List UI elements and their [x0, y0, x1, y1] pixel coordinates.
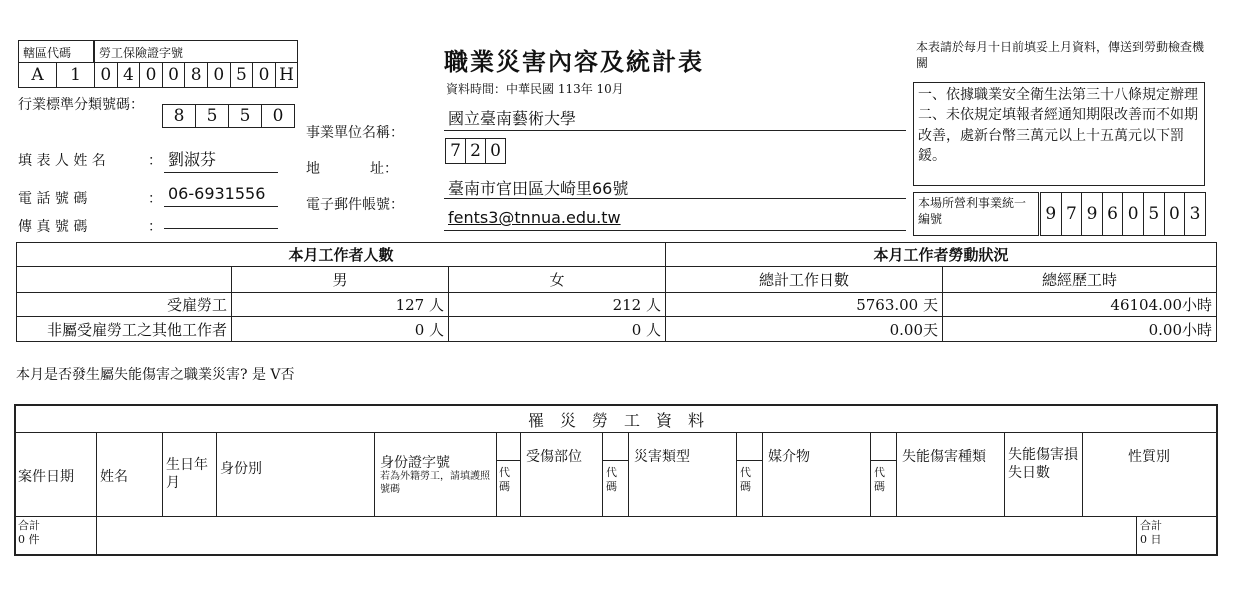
col-sep — [736, 432, 737, 516]
col-nature: 性質別 — [1128, 449, 1170, 465]
phone-underline — [164, 206, 278, 207]
col-type: 災害類型 — [634, 449, 690, 465]
industry-code-char: 8 — [162, 104, 196, 128]
col-sep — [1082, 432, 1083, 516]
injury-table-title: 罹 災 勞 工 資 料 — [527, 411, 704, 430]
male-header: 男 — [231, 266, 449, 293]
insurance-char: 0 — [207, 62, 231, 88]
col-sep — [896, 432, 897, 516]
row2-male: 0 人 — [231, 316, 449, 342]
row1-days: 5763.00 天 — [665, 292, 943, 317]
email-value: fents3@tnnua.edu.tw — [448, 208, 621, 227]
address-label-left: 地 — [306, 161, 320, 177]
filler-name-value: 劉淑芬 — [168, 150, 217, 169]
code-label-type: 代碼 — [606, 466, 617, 494]
col-disab: 失能傷害種類 — [902, 449, 986, 465]
code-label-part: 代碼 — [499, 466, 510, 494]
postal-code-char: 0 — [485, 138, 506, 164]
insurance-char: 8 — [184, 62, 208, 88]
industry-code-char: 5 — [195, 104, 229, 128]
col-medium: 媒介物 — [768, 449, 810, 465]
filler-name-label: 填 表 人 姓 名 — [18, 153, 106, 169]
notice-box — [913, 82, 1205, 186]
insurance-char: 5 — [230, 62, 254, 88]
tax-id-char: 9 — [1081, 192, 1103, 236]
region-code-char: 1 — [56, 62, 95, 88]
address-value: 臺南市官田區大崎里66號 — [448, 179, 629, 198]
insurance-label: 勞工保險證字號 — [99, 46, 184, 60]
col-part: 受傷部位 — [526, 449, 582, 465]
tax-label-box — [913, 192, 1039, 236]
insurance-char: 4 — [117, 62, 141, 88]
row1-label: 受雇勞工 — [16, 292, 232, 317]
total-hours-header: 總經歷工時 — [942, 266, 1217, 293]
col-sep — [870, 432, 871, 516]
tax-id-char: 6 — [1102, 192, 1124, 236]
tax-id-char: 0 — [1122, 192, 1144, 236]
tax-id-char: 0 — [1164, 192, 1186, 236]
insurance-char: 0 — [162, 62, 186, 88]
fax-label: 傳 真 號 碼 — [18, 219, 88, 235]
insurance-char: 0 — [252, 62, 276, 88]
insurance-label-box — [94, 40, 298, 63]
region-code-label-box — [18, 40, 94, 63]
tax-id-char: 5 — [1143, 192, 1165, 236]
col-birth: 生日年月 — [166, 457, 208, 492]
row2-hours: 0.00小時 — [942, 316, 1217, 342]
stats-corner — [16, 266, 232, 293]
industry-code-char: 5 — [228, 104, 262, 128]
total-days: 合計 0 日 — [1140, 519, 1162, 547]
col-sep — [496, 432, 497, 516]
email-label: 電子郵件帳號： — [306, 197, 404, 213]
address-label-right: 址： — [370, 161, 398, 177]
code-box-top — [496, 460, 520, 461]
col-sep — [762, 432, 763, 516]
row1-male: 127 人 — [231, 292, 449, 317]
disability-question: 本月是否發生屬失能傷害之職業災害? 是 V否 — [16, 367, 295, 383]
col-sep — [628, 432, 629, 516]
region-code-label: 轄區代碼 — [23, 46, 72, 60]
postal-code-char: 7 — [445, 138, 466, 164]
col-sep — [216, 432, 217, 516]
labor-header: 本月工作者勞動狀況 — [665, 242, 1217, 267]
address-underline — [444, 198, 906, 199]
row2-days: 0.00天 — [665, 316, 943, 342]
industry-code-label: 行業標準分類號碼： — [18, 97, 144, 113]
unit-name-underline — [444, 130, 906, 131]
total-sep-left — [96, 516, 97, 556]
code-box-top — [870, 460, 896, 461]
page-title: 職業災害內容及統計表 — [444, 47, 704, 76]
filler-underline — [164, 172, 278, 173]
email-underline — [444, 230, 906, 231]
industry-code-char: 0 — [261, 104, 295, 128]
col-id: 身份證字號 — [380, 455, 450, 471]
region-code-char: A — [18, 62, 57, 88]
phone-colon: ： — [148, 191, 162, 207]
tax-label: 本場所營利事業統一編號 — [918, 196, 1027, 226]
phone-value: 06-6931556 — [168, 184, 266, 203]
tax-id-char: 7 — [1061, 192, 1083, 236]
col-sep — [602, 432, 603, 516]
code-box-top — [602, 460, 628, 461]
col-name: 姓名 — [100, 469, 128, 485]
col-days: 失能傷害損失日數 — [1008, 447, 1078, 482]
postal-code-char: 2 — [465, 138, 486, 164]
insurance-char: 0 — [94, 62, 118, 88]
fax-colon: ： — [148, 219, 162, 235]
tax-id-char: 3 — [1184, 192, 1206, 236]
female-header: 女 — [448, 266, 666, 293]
col-sep — [96, 432, 97, 516]
unit-name-label: 事業單位名稱： — [306, 125, 404, 141]
tax-id-char: 9 — [1040, 192, 1062, 236]
col-date: 案件日期 — [18, 469, 74, 485]
col-idtype: 身份別 — [220, 461, 262, 477]
insurance-char: 0 — [139, 62, 163, 88]
workers-header: 本月工作者人數 — [16, 242, 666, 267]
filler-colon: ： — [148, 153, 162, 169]
injury-title-divider — [14, 432, 1218, 433]
row2-female: 0 人 — [448, 316, 666, 342]
injury-header-divider — [14, 516, 1218, 517]
total-cases: 合計 0 件 — [18, 519, 40, 547]
col-sep — [1004, 432, 1005, 516]
col-sep — [520, 432, 521, 516]
period-label: 資料時間：中華民國 113年 10月 — [446, 82, 624, 96]
col-id-note: 若為外籍勞工，請填護照號碼 — [380, 471, 490, 495]
phone-label: 電 話 號 碼 — [18, 191, 88, 207]
code-box-top — [736, 460, 762, 461]
row1-hours: 46104.00小時 — [942, 292, 1217, 317]
code-label-medium: 代碼 — [740, 466, 751, 494]
col-sep — [374, 432, 375, 516]
row2-label: 非屬受雇勞工之其他工作者 — [16, 316, 232, 342]
notice-top: 本表請於每月十日前填妥上月資料，傳送到勞動檢查機關 — [916, 40, 1205, 70]
total-sep-right — [1136, 516, 1137, 556]
unit-name-value: 國立臺南藝術大學 — [448, 109, 577, 128]
insurance-char: H — [275, 62, 299, 88]
total-days-header: 總計工作日數 — [665, 266, 943, 293]
fax-underline — [164, 228, 278, 229]
notice-body: 一、依據職業安全衛生法第三十八條規定辦理 二、未依規定填報者經通知期限改善而不如期改善，處新台幣三萬元以上十五萬元以下罰鍰。 — [918, 87, 1198, 164]
row1-female: 212 人 — [448, 292, 666, 317]
col-sep — [162, 432, 163, 516]
code-label-disab: 代碼 — [874, 466, 885, 494]
